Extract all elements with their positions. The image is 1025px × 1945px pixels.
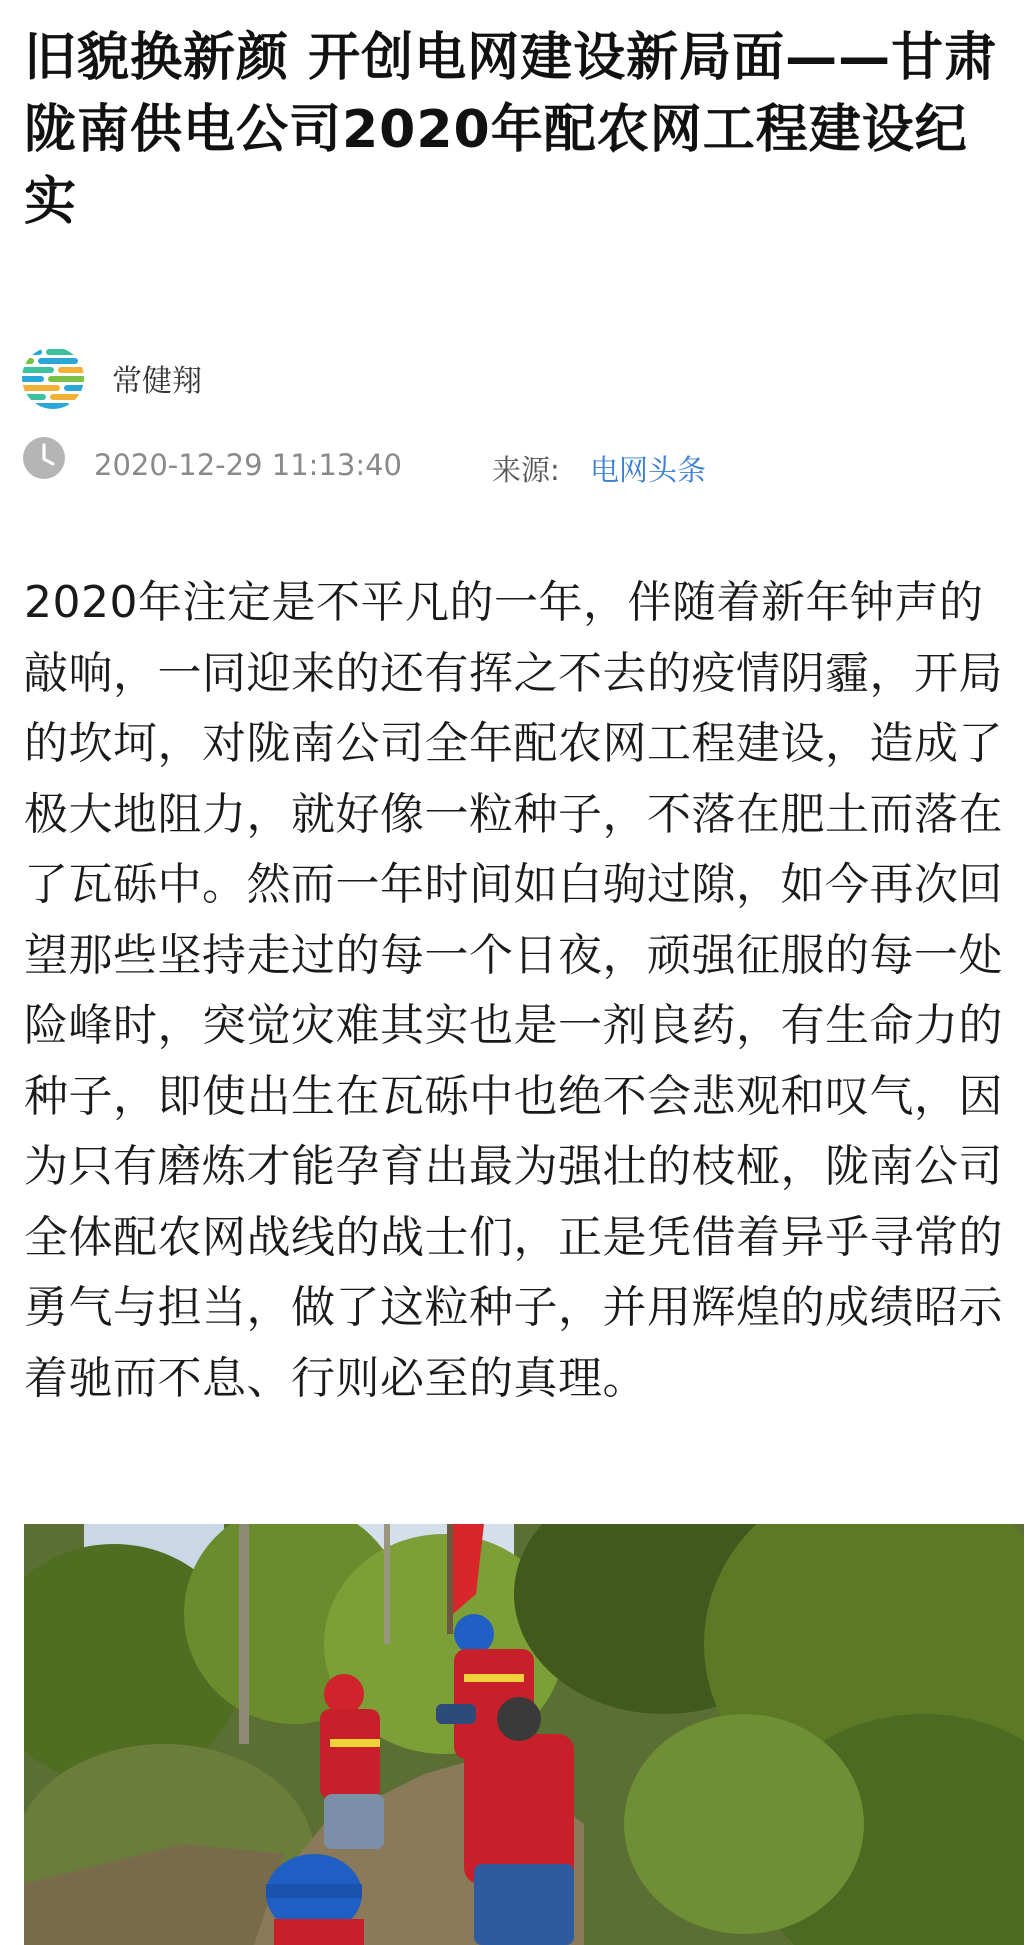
article-title: 旧貌换新颜 开创电网建设新局面——甘肃陇南供电公司2020年配农网工程建设纪实 bbox=[24, 28, 998, 232]
author-name[interactable]: 常健翔 bbox=[112, 364, 202, 399]
publish-datetime: 2020-12-29 11:13:40 bbox=[94, 448, 402, 482]
article-photo bbox=[24, 1524, 1024, 1945]
author-row[interactable] bbox=[20, 344, 202, 412]
globe-logo-icon bbox=[20, 345, 86, 411]
article-body: 2020年注定是不平凡的一年，伴随着新年钟声的敲响，一同迎来的还有挥之不去的疫情阴霾，开局的坎坷，对陇南公司全年配农网工程建设，造成了极大地阻力，就好像一粒种子，不落在肥土而落在了瓦砾中。然而一年时间如白驹过隙，如今再次回望那些坚持走过的每一个日夜，顽强征服的每一处险峰时，突觉灾难其实也是一剂良药，有生命力的种子，即使出生在瓦砾中也绝不会悲观和叹气，因为只有磨炼才能孕育出最为强壮的枝桠，陇南公司全体配农网战线的战士们，正是凭借着异乎寻常的勇气与担当，做了这粒种子，并用辉煌的成绩昭示着驰而不息、行则必至的真理。 bbox=[24, 577, 1003, 1404]
article-meta bbox=[22, 436, 1002, 498]
source-label: 来源: bbox=[492, 453, 560, 487]
source-link[interactable]: 电网头条 bbox=[590, 453, 707, 487]
photo-workers-climbing-hill bbox=[24, 1524, 1024, 1945]
clock-icon bbox=[22, 436, 66, 480]
